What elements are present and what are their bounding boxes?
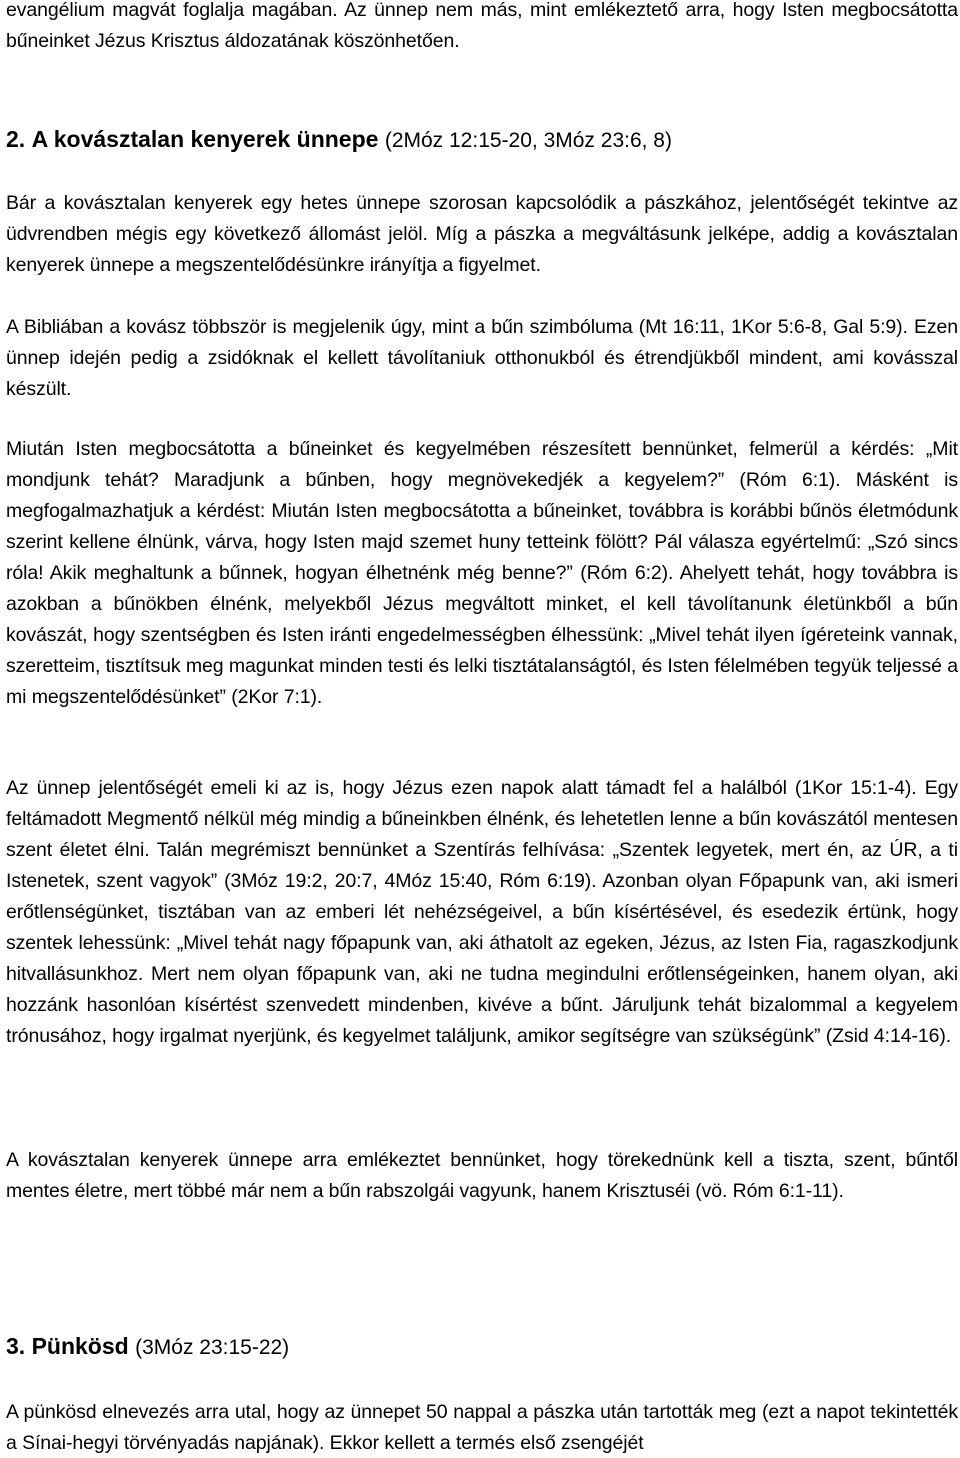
section-3-paragraph-1: A pünkösd elnevezés arra utal, hogy az ünnepet 50 nappal a pászka után tartották meg (ezt a napot tekintették a Sínai-hegyi törvényadás napjának). Ekkor kellett a termés első zsengéjét: [6, 1401, 958, 1454]
top-paragraph: evangélium magvát foglalja magában. Az ünnep nem más, mint emlékeztető arra, hogy Isten megbocsátotta bűneinket Jézus Krisztus áldozatának köszönhetően.: [6, 0, 958, 52]
section-2-paragraph-2: A Bibliában a kovász többször is megjelenik úgy, mint a bűn szimbóluma (Mt 16:11, 1Kor 5:6-8, Gal 5:9). Ezen ünnep idején pedig a zsidóknak el kellett távolítaniuk otthonukból és étrendjükből mindent, ami kovásszal készült.: [6, 316, 958, 400]
section-3-number: 3.: [6, 1333, 26, 1359]
section-2-reference: (2Móz 12:15-20, 3Móz 23:6, 8): [384, 129, 672, 152]
section-3-reference: (3Móz 23:15-22): [135, 1336, 290, 1359]
section-2-paragraph-4: Az ünnep jelentőségét emeli ki az is, hogy Jézus ezen napok alatt támadt fel a halálból (1Kor 15:1-4). Egy feltámadott Megmentő nélkül még mindig a bűneinkben élnénk, és lehetetlen lenne a bűn kovászától mentesen szent életet élni. Talán megrémiszt bennünket a Szentírás felhívása: „Szentek legyetek, mert én, az ÚR, a ti Istenetek, szent vagyok” (3Móz 19:2, 20:7, 4Móz 15:40, Róm 6:19). Azonban olyan Főpapunk van, aki ismeri erőtlenségünket, tisztában van az emberi lét nehézségeivel, a bűn kísértésével, és esedezik értünk, hogy szentek lehessünk: „Mivel tehát nagy főpapunk van, aki áthatolt az egeken, Jézus, az Isten Fia, ragaszkodjunk hitvallásunkhoz. Mert nem olyan főpapunk van, aki ne tudna megindulni erőtlenségeinken, hanem olyan, aki hozzánk hasonlóan kísértést szenvedett mindenben, kivéve a bűnt. Járuljunk tehát bizalommal a kegyelem trónusához, hogy irgalmat nyerjünk, és kegyelmet találjunk, amikor segítségre van szükségünk” (Zsid 4:14-16).: [6, 777, 958, 1047]
section-2-paragraph-1: Bár a kovásztalan kenyerek egy hetes ünnepe szorosan kapcsolódik a pászkához, jelentőségét tekintve az üdvrendben mégis egy következő állomást jelöl. Míg a pászka a megváltásunk jelképe, addig a kovásztalan kenyerek ünnepe a megszentelődésünkre irányítja a figyelmet.: [6, 192, 958, 276]
section-2-heading: [6, 124, 958, 156]
section-3-title: Pünkösd: [31, 1333, 129, 1359]
section-2-title: A kovásztalan kenyerek ünnepe: [31, 126, 379, 152]
section-2-paragraph-5: A kovásztalan kenyerek ünnepe arra emlékeztet bennünket, hogy törekednünk kell a tiszta, szent, bűntől mentes életre, mert többé már nem a bűn rabszolgái vagyunk, hanem Krisztuséi (vö. Róm 6:1-11).: [6, 1149, 958, 1202]
section-3-heading: [6, 1331, 958, 1363]
section-2-paragraph-3: Miután Isten megbocsátotta a bűneinket és kegyelmében részesített bennünket, felmerül a kérdés: „Mit mondjunk tehát? Maradjunk a bűnben, hogy megnövekedjék a kegyelem?” (Róm 6:1). Másként is megfogalmazhatjuk a kérdést: Miután Isten megbocsátotta a bűneinket, továbbra is korábbi bűnös életmódunk szerint kellene élnünk, várva, hogy Isten majd szemet huny tetteink fölött? Pál válasza egyértelmű: „Szó sincs róla! Akik meghaltunk a bűnnek, hogyan élhetnénk még benne?” (Róm 6:2). Ahelyett tehát, hogy továbbra is azokban a bűnökben élnénk, melyekből Jézus megváltott minket, el kell távolítanunk életünkből a bűn kovászát, hogy szentségben és Isten iránti engedelmességben élhessünk: „Mivel tehát ilyen ígéreteink vannak, szeretteim, tisztítsuk meg magunkat minden testi és lelki tisztátalanságtól, és Isten félelmében tegyük teljessé a mi megszentelődésünket” (2Kor 7:1).: [6, 438, 958, 708]
section-2-number: 2.: [6, 126, 26, 152]
